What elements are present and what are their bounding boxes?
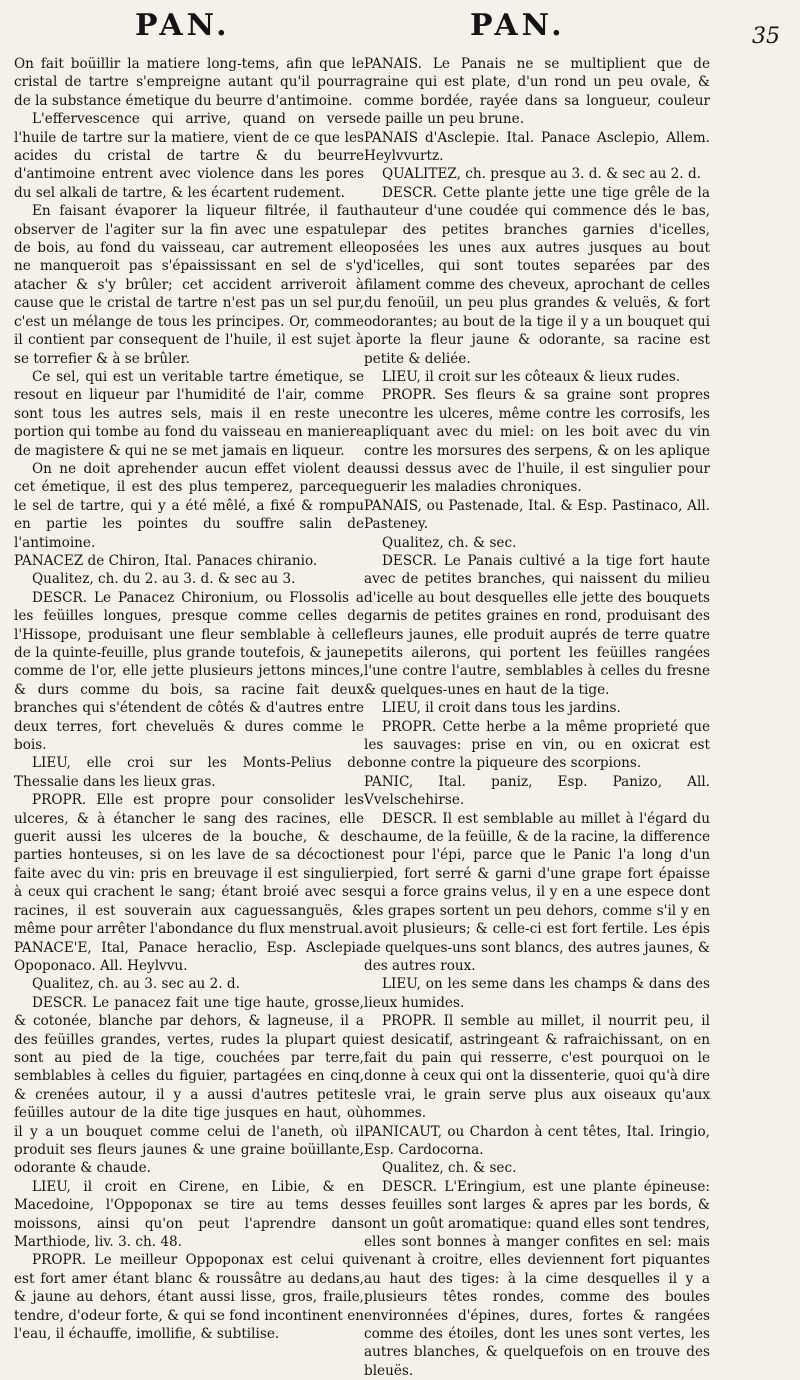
paragraph: DESCR. Cette plante jette une tige grêle de la hauteur d'une coudée qui commence dés le bas, par des petites branches garnies d'icelles, oposées les unes aux autres jusques au bout d'icelles, qui sont toutes separées par des filament comme des cheveux, aprochant de celles du fenoüil, un peu plus grandes & veluës, & fort odorantes; au bout de la tige il y a un bouquet qui porte la fleur jaune & odorante, sa racine est petite & deliée. — [364, 184, 710, 367]
paragraph: DESCR. Le panacez fait une tige haute, grosse, & cotonée, blanche par dehors, & lagneuse, il a des feüilles grandes, vertes, rudes la plupart qui sont au pied de la tige, couchées par terre, semblables à celles du figuier, partagées en cinq, & crenées autour, il y a aussi d'autres petites feüilles autour de la dite tige jusques en haut, où il y a un bouquet comme celui de l'aneth, où il produit ses fleurs jaunes & une graine boüillante, odorante & chaude. — [14, 994, 364, 1177]
paragraph: En faisant évaporer la liqueur filtrée, il faut observer de l'agiter sur la fin avec une espatule de bois, au fond du vaisseau, car autrement elle ne manqueroit pas s'épaississant en sel de s'y atacher & s'y brûler; cet accident arriveroit à cause que le cristal de tartre n'est pas un sel pur, c'est un mélange de tous les principes. Or, comme il contient par consequent de l'huile, il est sujet à se torrefier & à se brûler. — [14, 203, 364, 367]
left-running-head: PAN. — [135, 8, 231, 43]
entry-heading: PANIC, Ital. paniz, Esp. Panizo, All. Vvelschehirse. — [364, 773, 710, 809]
paragraph: PROPR. Cette herbe a la même proprieté que les sauvages: prise en vin, ou en oxicrat est bonne contre la piqueure des scorpions. — [364, 718, 710, 772]
paragraph: L'effervescence qui arrive, quand on verse l'huile de tartre sur la matiere, vient de ce que les acides du cristal de tartre & du beurre d'antimoine entrent avec violence dans les pores du sel alkali de tartre, & les écartent rudement. — [14, 111, 364, 201]
paragraph: PROPR. Le meilleur Oppoponax est celui qui est fort amer étant blanc & roussâtre au dedans, & jaune au dehors, étant aussi lisse, gros, fraile, tendre, d'odeur forte, & qui se fond incontinent en l'eau, il échauffe, imollifie, & subtilise. — [14, 1252, 364, 1343]
paragraph: LIEU, elle croi sur les Monts-Pelius de Thessalie dans les lieux gras. — [14, 755, 364, 790]
entry-heading: PANACE'E, Ital, Panace heraclio, Esp. Asclepia Opoponaco. All. Heylvvu. — [14, 939, 364, 974]
entry-heading: PANICAUT, ou Chardon à cent têtes, Ital. Iringio, Esp. Cardocorna. — [364, 1123, 710, 1158]
paragraph: On ne doit aprehender aucun effet violent de cet émetique, il est des plus temperez, parceque le sel de tartre, qui y a été mêlé, a fixé & rompu en partie les pointes du souffre salin de l'antimoine. — [14, 460, 364, 551]
entry-heading: PANACEZ de Chiron, Ital. Panaces chiranio. — [14, 552, 318, 569]
paragraph: LIEU, on les seme dans les champs & dans des lieux humides. — [364, 976, 710, 1011]
entry-heading: PANAIS. Le Panais ne se multiplient que de graine qui est plate, d'un rond un peu ovale, & comme bordée, rayée dans sa longueur, couleur de paille un peu brune. — [364, 56, 710, 128]
left-column — [14, 55, 364, 1343]
paragraph: DESCR. Le Panacez Chironium, ou Flossolis a les feüilles longues, presque comme celles de l'Hissope, produisant une fleur semblable à celle de la quinte-feuille, plus grande toutefois, & jaune comme de l'or, elle jette plusieurs jettons minces, & durs comme du bois, sa racine fait deux branches qui s'étendent de côtés & d'autres entre deux terres, fort cheveluës & dures comme le bois. — [14, 589, 364, 754]
paragraph: Qualitez, ch. du 2. au 3. d. & sec au 3. — [32, 571, 296, 588]
paragraph: Qualitez, ch. & sec. — [382, 534, 517, 551]
right-running-head: PAN. — [470, 8, 566, 43]
page-number: 35 — [752, 24, 780, 49]
paragraph: DESCR. Il est semblable au millet à l'égard du chaume, de la feüille, & de la racine, la difference est pour l'épi, parce que le Panic l'a long d'un pied, fort serré & garni d'une grape fort épaisse qui a force grains velus, il y en a une espece dont les grapes sortent un peu dehors, comme s'il y en avoit plusieurs; & celle-ci est fort fertile. Les épis de quelques-uns sont blancs, des autres jaunes, & des autres roux. — [364, 810, 710, 974]
paragraph: DESCR. L'Eringium, est une plante épineuse: ses feuilles sont larges & apres par les bords, & ont un goût aromatique: quand elles sont tendres, elles sont bonnes à manger confites en sel: mais venant à croitre, elles deviennent fort piquantes au haut des tiges: à la cime desquelles il y a plusieurs têtes rondes, comme des boules environnées d'épines, dures, fortes & rangées comme des étoiles, dont les unes sont vertes, les autres blanches, & quelquefois on en trouve des bleuës. — [364, 1178, 710, 1379]
paragraph: Qualitez, ch. au 3. sec au 2. d. — [32, 976, 240, 993]
paragraph: DESCR. Le Panais cultivé a la tige fort haute avec de petites branches, qui naissent du milieu d'icelle au bout desquelles elle jette des bouquets garnis de petites graines en rond, produisant des fleurs jaunes, elle produit auprés de terre quatre petits ailerons, qui portent les feüilles rangées l'une contre l'autre, semblables à celles du fresne & quelques-unes en haut de la tige. — [364, 552, 710, 698]
paragraph: Ce sel, qui est un veritable tartre émetique, se resout en liqueur par l'humidité de l'air, comme sont tous les autres sels, mais il en reste une portion qui tombe au fond du vaisseau en maniere de magistere & qui ne se met jamais en liqueur. — [14, 368, 364, 459]
paragraph: LIEU, il croit en Cirene, en Libie, & en Macedoine, l'Oppoponax se tire au tems des moissons, ainsi qu'on peut l'aprendre dans Marthiode, liv. 3. ch. 48. — [14, 1178, 364, 1250]
paragraph: Qualitez, ch. & sec. — [382, 1160, 517, 1177]
paragraph: LIEU, il croit sur les côteaux & lieux rudes. — [382, 368, 681, 385]
entry-heading: PANAIS, ou Pastenade, Ital. & Esp. Pastinaco, All. Pasteney. — [364, 497, 710, 533]
entry-heading: PANAIS d'Asclepie. Ital. Panace Asclepio, Allem. Heylvvurtz. — [364, 129, 710, 165]
paragraph: PROPR. Ses fleurs & sa graine sont propres contre les ulceres, même contre les corrosifs, les apliquant avec du miel: on les boit avec du vin contre les morsures des serpens, & on les aplique aussi dessus avec de l'huile, il est singulier pour guerir les maladies chroniques. — [364, 387, 710, 496]
paragraph: QUALITEZ, ch. presque au 3. d. & sec au 2. d. — [382, 166, 701, 183]
right-column — [364, 55, 710, 1380]
page-header — [0, 8, 800, 50]
paragraph: On fait boüillir la matiere long-tems, afin que le cristal de tartre s'empreigne autant qu'il pourra de la substance émetique du beurre d'antimoine. — [14, 56, 364, 109]
paragraph: PROPR. Il semble au millet, il nourrit peu, il est desicatif, astringeant & rafraichissant, on en fait du pain qui resserre, c'est pourquoi on le donne à ceux qui ont la dissenterie, quoi qu'à dire le vrai, le grain serve plus aux oiseaux qu'aux hommes. — [364, 1013, 710, 1122]
paragraph: LIEU, il croit dans tous les jardins. — [382, 700, 621, 717]
paragraph: PROPR. Elle est propre pour consolider les ulceres, & à étancher le sang des racines, elle guerit aussi les ulceres de la bouche, & des parties honteuses, si on les lave de sa décoction faite avec du vin: pris en breuvage il est singulier à ceux qui crachent le sang; étant broié avec ses racines, il est souverain aux caguessanguës, & même pour arrêter l'abondance du flux menstrual. — [14, 792, 364, 938]
